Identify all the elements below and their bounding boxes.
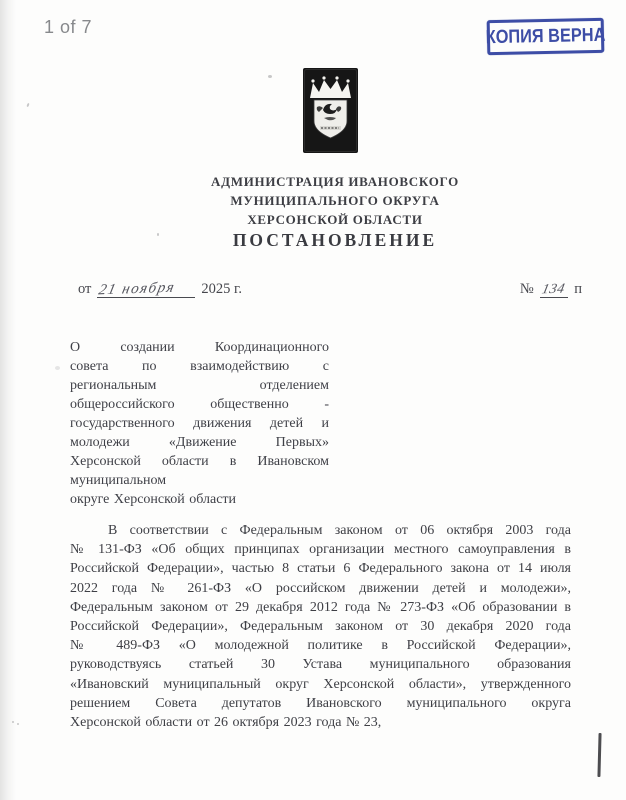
date-group — [78, 281, 242, 298]
scan-speck — [17, 723, 19, 725]
preamble-paragraph: В соответствии с Федеральным законом от 06 октября 2003 года № 131-ФЗ «Об общих принципах организации местного самоуправления в Российской Федерации», частью 8 статьи 6 Федерального закона от 14 июля 2022 года № 261-ФЗ «О российском движении детей и молодежи», Федеральным законом от 29 декабря 2012 года № 273-ФЗ «Об образовании в Российской Федерации», Федеральным законом от 30 декабря 2020 года № 489-ФЗ «О молодежной политике в Российской Федерации», руководствуясь статьей 30 Устава муниципального образования «Ивановский муниципальный округ Херсонской области», утвержденного решением Совета депутатов Ивановского муниципального округа Херсонской области от 26 октября 2023 года № 23, — [70, 523, 571, 731]
handwritten-number: 134 — [540, 281, 567, 298]
subject-paragraph: О создании Координационного совета по взаимодействию с региональным отделением общероссийского общественно - государственного движения детей и молодежи «Движение Первых» Херсонской области в Ивановском муниципальном округе Херсонской области — [70, 340, 329, 507]
number-group — [520, 281, 582, 298]
scan-edge-artifact — [597, 733, 601, 777]
handwritten-date-slot — [97, 279, 195, 299]
copy-verified-stamp — [487, 18, 605, 55]
page-indicator: 1 of 7 — [44, 17, 93, 37]
org-name-block: АДМИНИСТРАЦИЯ ИВАНОВСКОГО МУНИЦИПАЛЬНОГО ОКРУГА ХЕРСОНСКОЙ ОБЛАСТИ — [211, 174, 459, 227]
document-type-title: ПОСТАНОВЛЕНИЕ — [232, 230, 438, 250]
scan-speck — [157, 233, 159, 236]
handwritten-date: 21 ноября — [97, 279, 178, 299]
scan-edge-shadow — [0, 0, 16, 800]
year-suffix-label: 2025 г. — [201, 281, 242, 297]
scan-speck — [55, 366, 60, 370]
scan-speck — [268, 75, 272, 78]
date-prefix-label: от — [78, 281, 92, 297]
number-suffix-label: п — [574, 281, 582, 297]
scan-speck — [12, 721, 14, 723]
coat-of-arms-icon — [303, 68, 358, 153]
number-sign-label: № — [519, 281, 534, 297]
date-number-row — [78, 281, 582, 298]
scan-speck — [26, 103, 29, 107]
stamp-text: КОПИЯ ВЕРНА — [485, 24, 606, 48]
handwritten-number-slot — [540, 282, 569, 298]
